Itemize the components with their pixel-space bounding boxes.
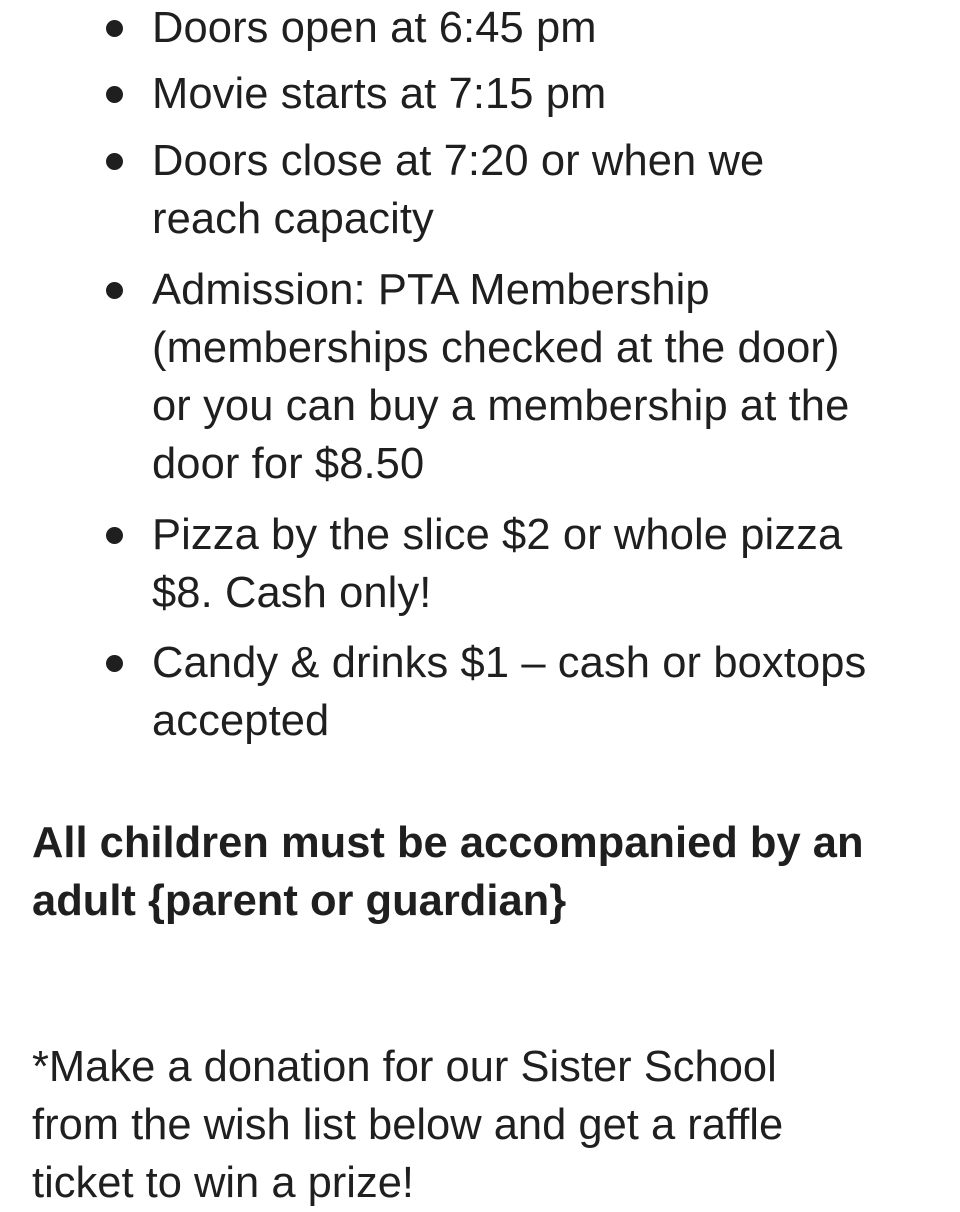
- list-item-text: Doors close at 7:20 or when we reach capacity: [152, 137, 765, 243]
- list-item-text: Doors open at 6:45 pm: [152, 4, 597, 52]
- bullet-icon: [106, 282, 123, 299]
- list-item-text: Movie starts at 7:15 pm: [152, 70, 607, 118]
- list-item-text: Pizza by the slice $2 or whole pizza $8. Cash only!: [152, 511, 843, 617]
- bullet-icon: [106, 527, 123, 544]
- donation-note: *Make a donation for our Sister School from the wish list below and get a raffle ticket to win a prize!: [32, 1043, 784, 1207]
- list-item-text: Admission: PTA Membership (memberships checked at the door) or you can buy a membership at the door for $8.50: [152, 266, 850, 488]
- supervision-notice: All children must be accompanied by an adult {parent or guardian}: [32, 819, 864, 925]
- bullet-icon: [106, 86, 123, 103]
- bullet-icon: [106, 153, 123, 170]
- list-item-text: Candy & drinks $1 – cash or boxtops accepted: [152, 639, 867, 745]
- bullet-icon: [106, 655, 123, 672]
- bullet-icon: [106, 20, 123, 37]
